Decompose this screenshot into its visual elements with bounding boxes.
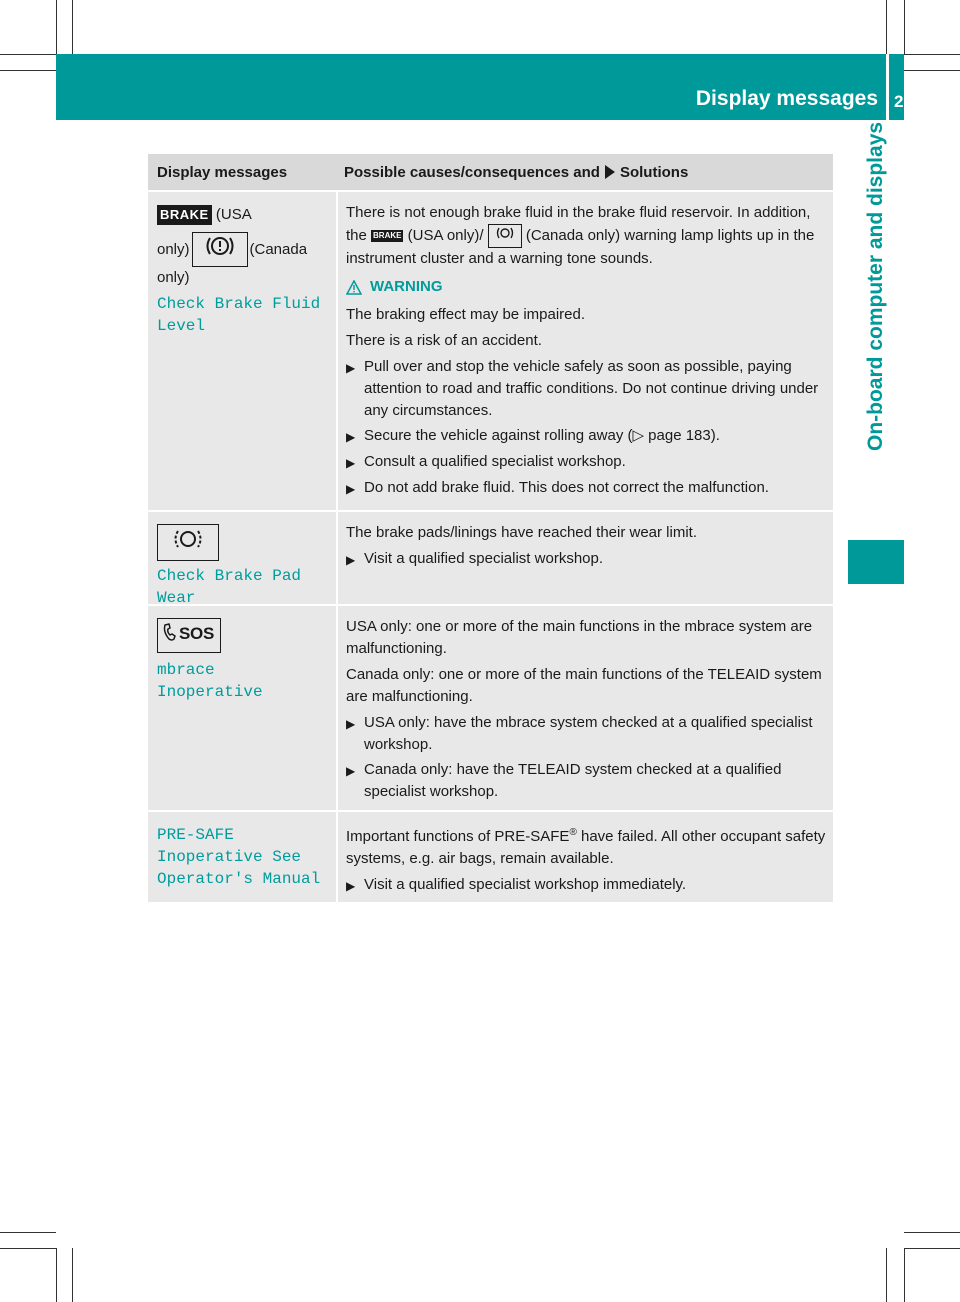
cell-text: have failed. All other occupant safety systems, e.g. air bags, remain available.	[346, 828, 826, 867]
list-item-text: Do not add brake fluid. This does not correct the malfunction.	[364, 479, 769, 496]
cell-text: There is not enough brake fluid in the brake fluid reservoir. In addition, the	[346, 204, 811, 244]
table-row	[148, 604, 833, 810]
brake-warning-icon: BRAKE	[157, 205, 212, 225]
crop-mark	[0, 1232, 56, 1233]
crop-mark	[72, 1248, 73, 1302]
display-messages-table	[148, 154, 833, 902]
bullet-arrow-icon: ▶	[346, 456, 356, 470]
crop-mark	[0, 1248, 56, 1249]
registered-mark: ®	[569, 827, 577, 838]
cell-text: Important functions of PRE-SAFE	[346, 828, 570, 845]
list-item	[346, 477, 829, 500]
table-header	[148, 154, 833, 190]
column-header-causes	[336, 164, 833, 181]
column-header-display-messages: Display messages	[157, 163, 288, 181]
list-item-text: USA only: have the mbrace system checked at a qualified specialist workshop.	[364, 714, 813, 753]
solution-cell	[336, 192, 833, 510]
section-tab-marker	[848, 540, 904, 584]
crop-mark	[56, 0, 57, 54]
list-item-text: Visit a qualified specialist workshop.	[364, 550, 604, 567]
crop-mark	[904, 1248, 905, 1302]
bullet-arrow-icon: ▶	[346, 717, 356, 731]
warning-heading	[346, 276, 829, 298]
list-item	[346, 356, 829, 422]
crop-mark	[886, 0, 887, 54]
list-item-text: Canada only: have the TELEAID system checked at a qualified specialist workshop.	[364, 761, 782, 800]
bullet-arrow-icon: ▶	[346, 553, 356, 567]
cell-text: only)	[157, 269, 190, 286]
svg-text:S: S	[203, 624, 215, 643]
column-header-text: Possible causes/consequences and	[344, 163, 600, 181]
list-item-text: Consult a qualified specialist workshop.	[364, 453, 626, 470]
cell-text: only)	[157, 240, 190, 258]
crop-mark	[904, 1232, 960, 1233]
solution-cell	[336, 606, 833, 810]
brake-warning-icon: BRAKE	[373, 231, 402, 240]
list-item	[346, 712, 829, 756]
svg-text:O: O	[190, 624, 204, 643]
list-item	[346, 451, 829, 474]
arrow-right-icon	[605, 165, 615, 179]
list-item	[346, 548, 829, 571]
paragraph	[346, 202, 829, 270]
paragraph: There is a risk of an accident.	[346, 332, 542, 349]
cell-text: (USA	[215, 206, 252, 223]
solution-cell	[336, 812, 833, 902]
brake-circle-warning-icon	[192, 232, 248, 267]
crop-mark	[904, 70, 960, 71]
cell-text: (USA only)/	[407, 226, 484, 244]
page-number: 293	[894, 92, 923, 111]
bullet-arrow-icon: ▶	[346, 482, 356, 496]
display-message-text: Operator's Manual	[157, 870, 321, 888]
paragraph: USA only: one or more of the main functions in the mbrace system are malfunctioning.	[346, 618, 813, 657]
crop-mark	[0, 54, 56, 55]
svg-text:S: S	[179, 624, 191, 643]
crop-mark	[904, 54, 960, 55]
table-row	[148, 810, 833, 902]
display-message-text: PRE-SAFE	[157, 826, 234, 844]
cell-text: (Canada only) warning lamp lights up in the instrument cluster and a warning tone sounds.	[346, 226, 815, 267]
warning-triangle-icon	[346, 280, 362, 295]
brake-pad-wear-icon	[157, 524, 219, 561]
cell-text: (Canada	[249, 240, 308, 258]
crop-mark	[904, 1248, 960, 1249]
paragraph: Canada only: one or more of the main functions of the TELEAID system are malfunctioning.	[346, 666, 822, 705]
table-row	[148, 510, 833, 607]
crop-mark	[904, 0, 905, 54]
bullet-arrow-icon: ▶	[346, 430, 356, 444]
display-message-text: Check Brake Fluid Level	[157, 295, 321, 335]
list-item	[346, 874, 829, 897]
display-message-text: Inoperative See	[157, 848, 302, 866]
list-item-text: Pull over and stop the vehicle safely as soon as possible, paying attention to road and traffic conditions. Do not continue driving under any circumstances.	[364, 358, 819, 419]
crop-mark	[886, 1248, 887, 1302]
message-cell	[148, 512, 336, 607]
crop-mark	[72, 0, 73, 54]
list-item	[346, 759, 829, 803]
section-tab-label: On-board computer and displays	[864, 122, 887, 452]
message-cell	[148, 192, 336, 510]
list-item	[346, 425, 829, 448]
bullet-arrow-icon: ▶	[346, 764, 356, 778]
page-title: Display messages	[695, 87, 878, 110]
page-reference-link[interactable]: Secure the vehicle against rolling away (▷ page 183).	[364, 427, 720, 444]
table-row	[148, 190, 833, 510]
brake-circle-warning-icon	[488, 224, 522, 248]
page-header	[56, 54, 923, 120]
display-message-text: mbrace Inoperative	[157, 661, 263, 701]
solution-cell	[336, 512, 833, 604]
display-message-text: Check Brake Pad Wear	[157, 567, 302, 607]
paragraph	[346, 822, 829, 870]
bullet-arrow-icon: ▶	[346, 879, 356, 893]
warning-label: WARNING	[370, 278, 443, 295]
crop-mark	[0, 70, 56, 71]
header-divider	[886, 54, 889, 120]
crop-mark	[56, 1248, 57, 1302]
column-header-text: Solutions	[619, 163, 689, 181]
bullet-arrow-icon: ▶	[346, 361, 356, 375]
message-cell	[148, 606, 336, 810]
message-cell	[148, 812, 336, 902]
paragraph: The braking effect may be impaired.	[346, 306, 586, 323]
list-item-text: Visit a qualified specialist workshop immediately.	[364, 876, 687, 893]
paragraph: The brake pads/linings have reached their wear limit.	[346, 524, 698, 541]
sos-phone-icon	[157, 618, 221, 653]
